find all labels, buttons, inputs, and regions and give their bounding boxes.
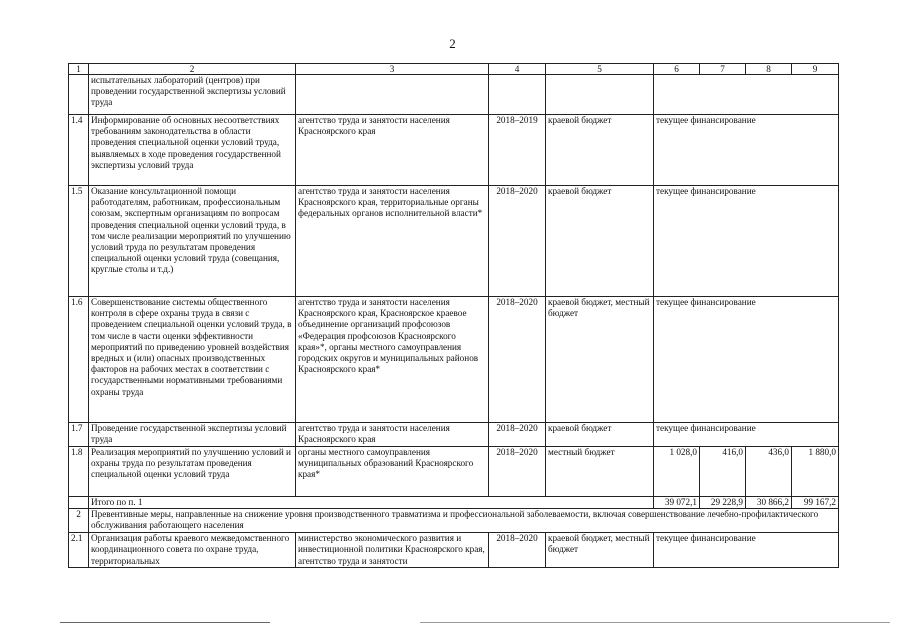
- row-description: Организация работы краевого межведомственного координационного совета по охране труда, территориальных: [89, 533, 296, 568]
- row-period: 2018–2020: [489, 423, 546, 447]
- table-row: [69, 75, 839, 115]
- row-source: краевой бюджет: [546, 423, 654, 447]
- section-row: [69, 509, 839, 533]
- col-num-3: 3: [296, 64, 489, 75]
- row-description: испытательных лабораторий (центров) при проведении государственной экспертизы условий труда: [89, 75, 296, 115]
- row-description: Информирование об основных несоответствиях требованиям законодательства в области проведения специальной оценки условий труда, выявляемых в ходе проведения государственной экспертизы условий труда: [89, 115, 296, 186]
- bottom-divider: [420, 622, 890, 623]
- program-table: [68, 63, 839, 568]
- page-number: 2: [449, 36, 456, 51]
- row-executor: агентство труда и занятости населения Красноярского края, Красноярское краевое объединение организаций профсоюзов «Федерация профсоюзов Красноярского края»*, органы местного самоуправления городских округов и муниципальных районов Красноярского края*: [296, 297, 489, 423]
- row-executor: агентство труда и занятости населения Красноярского края: [296, 115, 489, 186]
- row-value-2019: 416,0: [700, 447, 746, 497]
- row-description: Реализация мероприятий по улучшению условий и охраны труда по результатам проведения специальной оценки условий труда: [89, 447, 296, 497]
- row-description: Оказание консультационной помощи работодателям, работникам, профессиональным союзам, экспертным организациям по вопросам проведения специальной оценки условий труда, в том числе реализации мероприятий по улучшению условий труда по результатам проведения специальной оценки условий труда (совещания, круглые столы и т.д.): [89, 186, 296, 297]
- row-number: 1.4: [69, 115, 89, 186]
- row-executor: органы местного самоуправления муниципальных образований Красноярского края*: [296, 447, 489, 497]
- row-period: 2018–2020: [489, 533, 546, 568]
- row-executor: агентство труда и занятости населения Красноярского края, территориальные органы федеральных органов исполнительной власти*: [296, 186, 489, 297]
- table-row: [69, 297, 839, 423]
- table-row: [69, 533, 839, 568]
- total-row: [69, 497, 839, 509]
- row-value-total: 1 880,0: [792, 447, 839, 497]
- total-label: Итого по п. 1: [89, 497, 654, 509]
- table-row: [69, 447, 839, 497]
- col-num-6: 6: [654, 64, 700, 75]
- row-number: 1.7: [69, 423, 89, 447]
- row-period: 2018–2020: [489, 447, 546, 497]
- table-row: [69, 115, 839, 186]
- total-value-2019: 29 228,9: [700, 497, 746, 509]
- column-number-row: [69, 64, 839, 75]
- total-value-2020: 30 866,2: [746, 497, 792, 509]
- col-num-2: 2: [89, 64, 296, 75]
- row-description: Совершенствование системы общественного контроля в сфере охраны труда в связи с проведением специальной оценки условий труда, в том числе в части оценки эффективности мероприятий по приведению уровней воздействия вредных и (или) опасных производственных факторов на рабочих местах в соответствии с государственными нормативными требованиями охраны труда: [89, 297, 296, 423]
- row-funding: текущее финансирование: [654, 115, 839, 186]
- row-period: 2018–2020: [489, 297, 546, 423]
- row-source: местный бюджет: [546, 447, 654, 497]
- row-description: Проведение государственной экспертизы условий труда: [89, 423, 296, 447]
- row-funding: текущее финансирование: [654, 297, 839, 423]
- row-number: 2.1: [69, 533, 89, 568]
- row-value-2018: 1 028,0: [654, 447, 700, 497]
- table-row: [69, 186, 839, 297]
- col-num-7: 7: [700, 64, 746, 75]
- col-num-8: 8: [746, 64, 792, 75]
- row-funding: текущее финансирование: [654, 186, 839, 297]
- row-source: краевой бюджет, местный бюджет: [546, 297, 654, 423]
- row-period: 2018–2020: [489, 186, 546, 297]
- row-number: 1.5: [69, 186, 89, 297]
- row-funding: текущее финансирование: [654, 533, 839, 568]
- section-number: 2: [69, 509, 89, 533]
- row-funding: текущее финансирование: [654, 423, 839, 447]
- bottom-divider: [60, 622, 270, 623]
- row-number: 1.6: [69, 297, 89, 423]
- row-value-2020: 436,0: [746, 447, 792, 497]
- section-title: Превентивные меры, направленные на снижение уровня производственного травматизма и профессиональной заболеваемости, включая совершенствование лечебно-профилактического обслуживания работающего населения: [89, 509, 839, 533]
- table-row: [69, 423, 839, 447]
- col-num-4: 4: [489, 64, 546, 75]
- total-value-total: 99 167,2: [792, 497, 839, 509]
- row-source: краевой бюджет, местный бюджет: [546, 533, 654, 568]
- row-source: краевой бюджет: [546, 115, 654, 186]
- row-executor: агентство труда и занятости населения Красноярского края: [296, 423, 489, 447]
- row-source: краевой бюджет: [546, 186, 654, 297]
- col-num-1: 1: [69, 64, 89, 75]
- col-num-5: 5: [546, 64, 654, 75]
- row-number: 1.8: [69, 447, 89, 497]
- row-period: 2018–2019: [489, 115, 546, 186]
- col-num-9: 9: [792, 64, 839, 75]
- row-executor: министерство экономического развития и инвестиционной политики Красноярского края, агентство труда и занятости: [296, 533, 489, 568]
- total-value-2018: 39 072,1: [654, 497, 700, 509]
